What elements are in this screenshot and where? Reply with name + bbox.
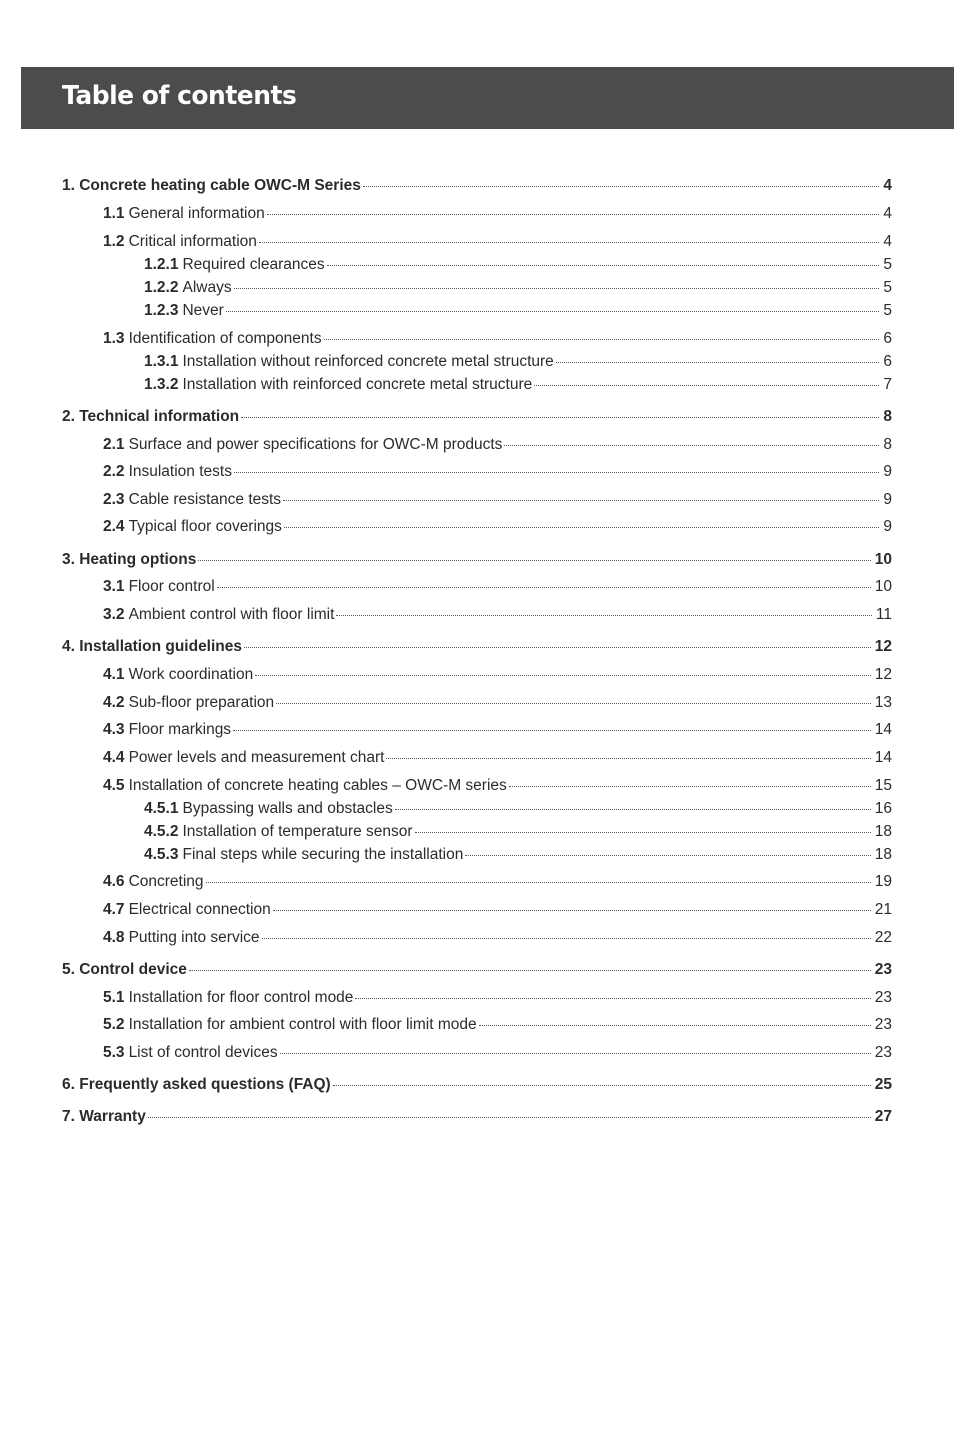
toc-entry-page: 21	[874, 901, 892, 918]
toc-entry-number: 4.3	[103, 721, 125, 738]
toc-entry-title: Never	[182, 302, 224, 319]
dot-leader	[273, 910, 871, 911]
toc-entry-title: Bypassing walls and obstacles	[182, 800, 393, 817]
toc-entry-4-1[interactable]	[103, 665, 892, 685]
toc-entry-page: 16	[874, 800, 892, 817]
toc-entry-number: 3.1	[103, 578, 125, 595]
dot-leader	[276, 703, 871, 704]
toc-entry-page: 4	[883, 233, 892, 250]
toc-entry-title: Floor markings	[128, 721, 232, 738]
toc-entry-title: 3. Heating options	[62, 551, 197, 568]
dot-leader	[226, 311, 880, 312]
toc-entry-page: 6	[883, 353, 892, 370]
toc-entry-4-5-1[interactable]	[144, 799, 892, 819]
toc-entry-title: Ambient control with floor limit	[128, 606, 335, 623]
dot-leader	[333, 1085, 871, 1086]
toc-entry-3[interactable]	[62, 550, 892, 570]
toc-entry-page: 15	[874, 777, 892, 794]
toc-entry-page: 23	[874, 961, 892, 978]
dot-leader	[509, 786, 871, 787]
toc-entry-1-2-2[interactable]	[144, 278, 892, 298]
toc-entry-title: Critical information	[128, 233, 257, 250]
dot-leader	[233, 730, 871, 731]
toc-entry-4-5-3[interactable]	[144, 845, 892, 865]
toc-entry-number: 1.2.1	[144, 256, 179, 273]
toc-entry-page: 25	[874, 1076, 892, 1093]
toc-entry-page: 23	[874, 1016, 892, 1033]
dot-leader	[284, 527, 879, 528]
toc-entry-2-4[interactable]	[103, 517, 892, 537]
toc-entry-5-1[interactable]	[103, 988, 892, 1008]
toc-entry-title: 1. Concrete heating cable OWC-M Series	[62, 177, 361, 194]
toc-entry-number: 5.2	[103, 1016, 125, 1033]
toc-entry-title: Concreting	[128, 873, 204, 890]
dot-leader	[198, 560, 870, 561]
toc-entry-title: List of control devices	[128, 1044, 278, 1061]
dot-leader	[234, 472, 879, 473]
toc-entry-number: 4.2	[103, 694, 125, 711]
toc-entry-number: 1.3.2	[144, 376, 179, 393]
toc-entry-number: 1.2	[103, 233, 125, 250]
toc-entry-title: Installation without reinforced concrete metal structure	[182, 353, 554, 370]
dot-leader	[395, 809, 871, 810]
toc-entry-page: 8	[883, 436, 892, 453]
toc-entry-page: 4	[883, 177, 892, 194]
toc-entry-title: Typical floor coverings	[128, 518, 282, 535]
dot-leader	[255, 675, 871, 676]
toc-entry-page: 8	[883, 408, 892, 425]
toc-entry-page: 14	[874, 749, 892, 766]
toc-entry-title: General information	[128, 205, 265, 222]
page-title: Table of contents	[62, 81, 297, 111]
toc-entry-number: 4.4	[103, 749, 125, 766]
toc-entry-4-6[interactable]	[103, 872, 892, 892]
toc-entry-title: Installation of concrete heating cables – OWC-M series	[128, 777, 507, 794]
dot-leader	[280, 1053, 871, 1054]
dot-leader	[465, 855, 870, 856]
toc-entry-title: Insulation tests	[128, 463, 232, 480]
dot-leader	[244, 647, 871, 648]
toc-entry-page: 11	[875, 606, 892, 623]
dot-leader	[415, 832, 871, 833]
toc-entry-page: 18	[874, 823, 892, 840]
toc-entry-4-4[interactable]	[103, 748, 892, 768]
toc-entry-title: Power levels and measurement chart	[128, 749, 385, 766]
toc-entry-title: 4. Installation guidelines	[62, 638, 243, 655]
toc-entry-page: 9	[883, 463, 892, 480]
dot-leader	[534, 385, 879, 386]
toc-entry-3-1[interactable]	[103, 577, 892, 597]
toc-entry-5-3[interactable]	[103, 1043, 892, 1063]
dot-leader	[504, 445, 879, 446]
toc-entry-page: 23	[874, 989, 892, 1006]
toc-entry-5-2[interactable]	[103, 1015, 892, 1035]
toc-entry-title: 2. Technical information	[62, 408, 240, 425]
toc-entry-page: 27	[874, 1108, 892, 1125]
toc-entry-title: Installation for floor control mode	[128, 989, 354, 1006]
toc-entry-number: 4.5.3	[144, 846, 179, 863]
toc-entry-2-3[interactable]	[103, 490, 892, 510]
toc-entry-4-5-2[interactable]	[144, 822, 892, 842]
dot-leader	[556, 362, 880, 363]
toc-entry-number: 4.5	[103, 777, 125, 794]
toc-entry-2-1[interactable]	[103, 435, 892, 455]
toc-entry-page: 5	[883, 302, 892, 319]
dot-leader	[479, 1025, 871, 1026]
toc-entry-1-3-1[interactable]	[144, 352, 892, 372]
toc-entry-number: 4.6	[103, 873, 125, 890]
toc-entry-title: 6. Frequently asked questions (FAQ)	[62, 1076, 331, 1093]
toc-entry-title: Installation for ambient control with floor limit mode	[128, 1016, 477, 1033]
toc-entry-title: 7. Warranty	[62, 1108, 146, 1125]
toc-entry-number: 2.3	[103, 491, 125, 508]
toc-entry-number: 5.3	[103, 1044, 125, 1061]
toc-entry-1-2-3[interactable]	[144, 301, 892, 321]
dot-leader	[267, 214, 880, 215]
dot-leader	[234, 288, 880, 289]
dot-leader	[283, 500, 879, 501]
dot-leader	[241, 417, 879, 418]
toc-entry-4[interactable]	[62, 637, 892, 657]
toc-entry-number: 4.8	[103, 929, 125, 946]
toc-entry-number: 2.4	[103, 518, 125, 535]
toc-entry-title: Putting into service	[128, 929, 260, 946]
toc-entry-6[interactable]	[62, 1075, 892, 1095]
toc-entry-page: 18	[874, 846, 892, 863]
toc-entry-number: 1.1	[103, 205, 125, 222]
toc-entry-page: 7	[883, 376, 892, 393]
toc-entry-number: 4.5.2	[144, 823, 179, 840]
toc-entry-title: 5. Control device	[62, 961, 187, 978]
toc-entry-number: 1.3.1	[144, 353, 179, 370]
toc-entry-page: 12	[874, 638, 892, 655]
toc-entry-title: Work coordination	[128, 666, 254, 683]
toc-entry-page: 9	[883, 491, 892, 508]
toc-entry-page: 10	[874, 551, 892, 568]
toc-entry-title: Always	[182, 279, 232, 296]
dot-leader	[206, 882, 871, 883]
toc-entry-title: Floor control	[128, 578, 215, 595]
toc-entry-3-2[interactable]	[103, 605, 892, 625]
toc-entry-title: Required clearances	[182, 256, 325, 273]
toc-entry-title: Sub-floor preparation	[128, 694, 275, 711]
toc-entry-7[interactable]	[62, 1107, 892, 1127]
toc-entry-page: 5	[883, 256, 892, 273]
dot-leader	[189, 970, 871, 971]
toc-entry-page: 5	[883, 279, 892, 296]
toc-entry-1[interactable]	[62, 176, 892, 196]
toc-entry-page: 4	[883, 205, 892, 222]
toc-entry-number: 5.1	[103, 989, 125, 1006]
dot-leader	[386, 758, 870, 759]
toc-entry-number: 3.2	[103, 606, 125, 623]
toc-entry-2-2[interactable]	[103, 462, 892, 482]
dot-leader	[355, 998, 870, 999]
toc-entry-4-8[interactable]	[103, 928, 892, 948]
toc-entry-1-3[interactable]	[103, 329, 892, 349]
toc-entry-number: 4.5.1	[144, 800, 179, 817]
toc-entry-title: Installation with reinforced concrete metal structure	[182, 376, 533, 393]
toc-entry-title: Final steps while securing the installation	[182, 846, 464, 863]
toc-entry-4-3[interactable]	[103, 720, 892, 740]
toc-entry-page: 9	[883, 518, 892, 535]
toc-entry-2[interactable]	[62, 407, 892, 427]
toc-entry-1-2[interactable]	[103, 232, 892, 252]
toc-entry-page: 13	[874, 694, 892, 711]
toc-entry-title: Cable resistance tests	[128, 491, 282, 508]
toc-entry-number: 4.7	[103, 901, 125, 918]
toc-entry-5[interactable]	[62, 960, 892, 980]
dot-leader	[259, 242, 879, 243]
toc-entry-title: Installation of temperature sensor	[182, 823, 413, 840]
toc-entry-page: 23	[874, 1044, 892, 1061]
toc-entry-4-2[interactable]	[103, 693, 892, 713]
toc-entry-page: 10	[874, 578, 892, 595]
toc-entry-number: 1.3	[103, 330, 125, 347]
dot-leader	[327, 265, 880, 266]
toc-entry-number: 4.1	[103, 666, 125, 683]
toc-entry-title: Identification of components	[128, 330, 322, 347]
toc-entry-title: Electrical connection	[128, 901, 271, 918]
toc-entry-4-5[interactable]	[103, 776, 892, 796]
dot-leader	[262, 938, 871, 939]
toc-entry-page: 12	[874, 666, 892, 683]
toc-entry-number: 2.1	[103, 436, 125, 453]
toc-entry-page: 19	[874, 873, 892, 890]
dot-leader	[336, 615, 871, 616]
dot-leader	[363, 186, 879, 187]
toc-entry-1-2-1[interactable]	[144, 255, 892, 275]
toc-entry-number: 1.2.2	[144, 279, 179, 296]
toc-entry-page: 22	[874, 929, 892, 946]
dot-leader	[148, 1117, 871, 1118]
dot-leader	[324, 339, 880, 340]
toc-entry-title: Surface and power specifications for OWC-M products	[128, 436, 503, 453]
dot-leader	[217, 587, 871, 588]
toc-entry-4-7[interactable]	[103, 900, 892, 920]
toc-entry-page: 14	[874, 721, 892, 738]
toc-entry-number: 1.2.3	[144, 302, 179, 319]
toc-entry-number: 2.2	[103, 463, 125, 480]
toc-entry-1-1[interactable]	[103, 204, 892, 224]
toc-entry-page: 6	[883, 330, 892, 347]
toc-entry-1-3-2[interactable]	[144, 375, 892, 395]
